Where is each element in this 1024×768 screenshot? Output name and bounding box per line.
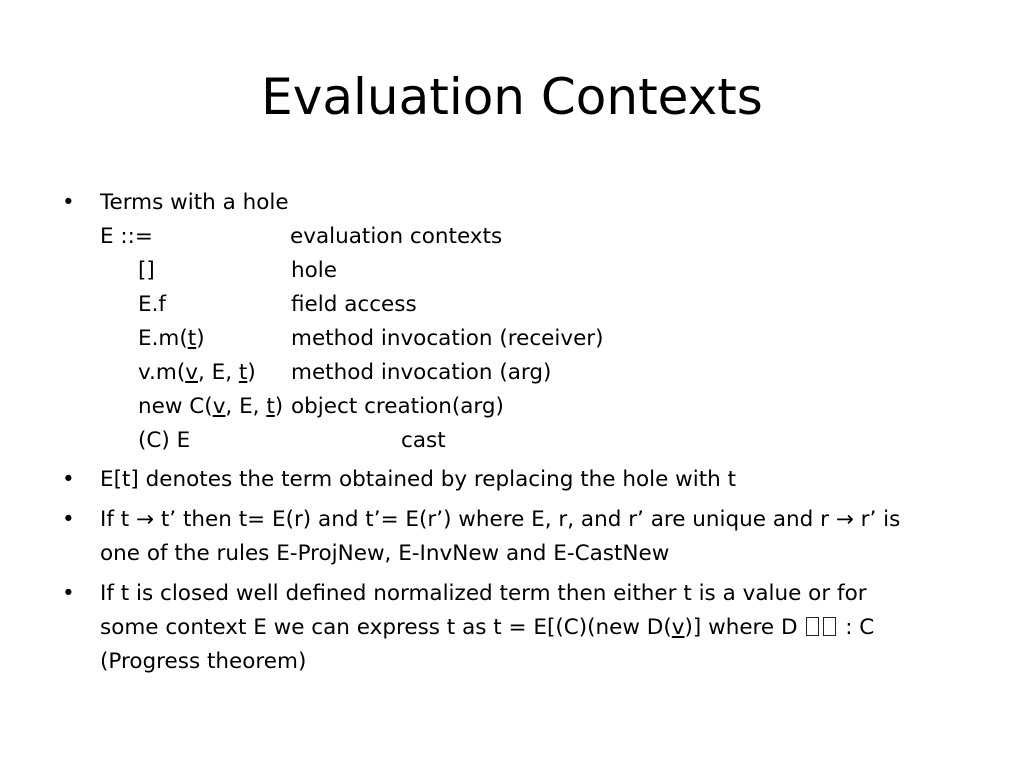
bullet-marker: •: [62, 507, 75, 532]
grammar-row: [100, 356, 982, 390]
grammar-row: [100, 254, 982, 288]
grammar-row: [100, 424, 982, 458]
grammar-row: [100, 322, 982, 356]
slide-body: [62, 186, 982, 679]
bullet-text-line1: If t is closed well defined normalized term then either t is a value or for: [100, 581, 867, 606]
bullet-marker: •: [62, 190, 75, 215]
bullet-heading: Terms with a hole: [100, 190, 289, 215]
bullet-terms-with-hole: [62, 186, 982, 458]
missing-glyph-icon: [806, 617, 819, 636]
bullet-text: E[t] denotes the term obtained by replacing the hole with t: [100, 467, 737, 492]
bullet-marker: •: [62, 581, 75, 606]
grammar-term: E.m(t): [138, 326, 205, 351]
bullet-text-line2: one of the rules E-ProjNew, E-InvNew and E-CastNew: [100, 541, 670, 566]
grammar-term: E.f: [138, 292, 166, 317]
bullet-text-line3: (Progress theorem): [100, 649, 307, 674]
bullet-text-line1: If t → t’ then t= E(r) and t’= E(r’) where E, r, and r’ are unique and r → r’ is: [100, 507, 901, 532]
grammar-term: new C(v, E, t): [138, 394, 284, 419]
grammar-head-term: E ::=: [100, 224, 153, 249]
grammar-desc: object creation(arg): [291, 394, 504, 419]
grammar-row: [100, 390, 982, 424]
grammar-term: v.m(v, E, t): [138, 360, 256, 385]
bullet-hole-replacement: [62, 463, 982, 497]
grammar-desc: method invocation (receiver): [291, 326, 604, 351]
arrow-icon: →: [835, 507, 854, 532]
grammar-desc: hole: [291, 258, 337, 283]
grammar-term: (C) E: [138, 428, 191, 453]
bullet-marker: •: [62, 467, 75, 492]
grammar-head-desc: evaluation contexts: [290, 224, 503, 249]
bullet-progress: [62, 577, 982, 679]
bullet-text-line2: some context E we can express t as t = E[(C)(new D(v)] where D : C: [100, 615, 875, 640]
grammar-term: []: [138, 258, 155, 283]
grammar-row: [100, 288, 982, 322]
grammar-header: [100, 220, 982, 254]
grammar-desc: cast: [401, 428, 446, 453]
bullet-uniqueness: [62, 503, 982, 571]
arrow-icon: →: [136, 507, 155, 532]
grammar-desc: method invocation (arg): [291, 360, 552, 385]
missing-glyph-icon: [823, 617, 836, 636]
slide-title: Evaluation Contexts: [261, 68, 763, 126]
grammar-desc: field access: [291, 292, 417, 317]
